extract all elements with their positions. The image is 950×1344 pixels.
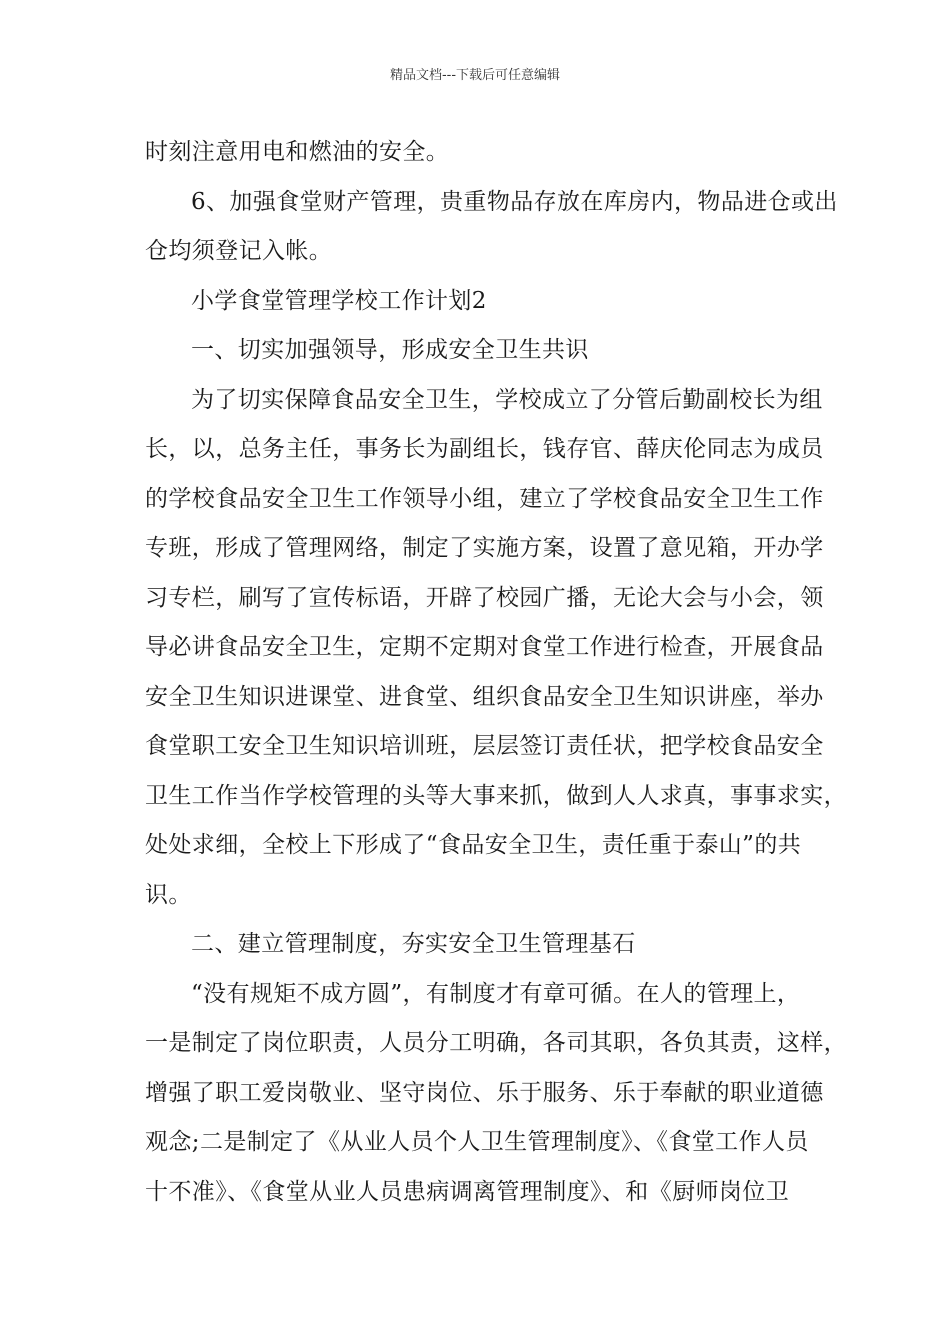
text-line: 二、建立管理制度，夯实安全卫生管理基石: [191, 931, 636, 957]
text-line: 十不准》、《食堂从业人员患病调离管理制度》、和《厨师岗位卫: [145, 1178, 790, 1205]
text-line: 的学校食品安全卫生工作领导小组，建立了学校食品安全卫生工作: [145, 485, 824, 512]
text-line: 仓均须登记入帐。: [145, 238, 333, 264]
text-line: 食堂职工安全卫生知识培训班，层层签订责任状，把学校食品安全: [145, 733, 824, 759]
document-body: [145, 128, 847, 1217]
text-line: 一是制定了岗位职责，人员分工明确，各司其职，各负其责，这样，: [145, 1030, 847, 1056]
text-line: 6、加强食堂财产管理，贵重物品存放在库房内，物品进仓或出: [191, 188, 838, 215]
text-line: “没有规矩不成方圆”，有制度才有章可循。在人的管理上，: [191, 980, 801, 1007]
text-line: 习专栏，刷写了宣传标语，开辟了校园广播，无论大会与小会，领: [145, 584, 824, 611]
text-line: 处处求细，全校上下形成了“食品安全卫生，责任重于泰山”的共: [145, 832, 802, 858]
text-line: 观念;二是制定了《从业人员个人卫生管理制度》、《食堂工作人员: [145, 1129, 809, 1155]
text-line: 识。: [145, 881, 192, 908]
text-line: 增强了职工爱岗敬业、坚守岗位、乐于服务、乐于奉献的职业道德: [145, 1079, 824, 1106]
text-line: 小学食堂管理学校工作计划2: [191, 287, 487, 314]
text-line: 专班，形成了管理网络，制定了实施方案，设置了意见箱，开办学: [145, 535, 824, 561]
text-line: 导必讲食品安全卫生，定期不定期对食堂工作进行检查，开展食品: [145, 634, 824, 660]
text-line: 长，以，总务主任，事务长为副组长，钱存官、薛庆伦同志为成员: [145, 436, 824, 462]
text-line: 安全卫生知识进课堂、进食堂、组织食品安全卫生知识讲座，举办: [145, 683, 824, 710]
text-line: 卫生工作当作学校管理的头等大事来抓，做到人人求真，事事求实，: [145, 782, 847, 809]
text-line: 一、切实加强领导，形成安全卫生共识: [191, 337, 589, 363]
text-line: 时刻注意用电和燃油的安全。: [145, 139, 450, 165]
page-header: 精品文档---下载后可任意编辑: [389, 68, 561, 83]
text-line: 为了切实保障食品安全卫生，学校成立了分管后勤副校长为组: [191, 386, 823, 413]
